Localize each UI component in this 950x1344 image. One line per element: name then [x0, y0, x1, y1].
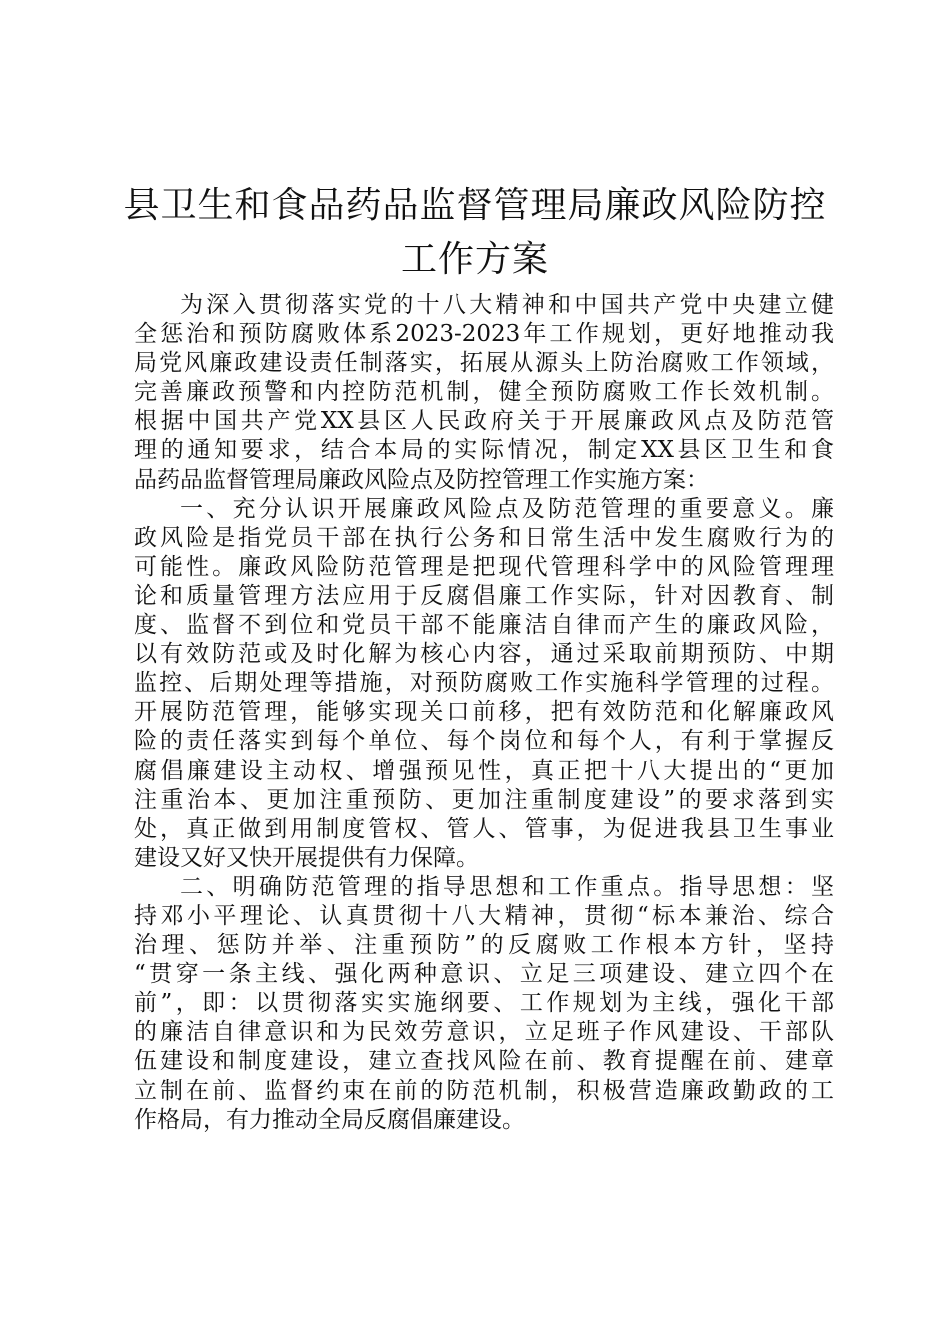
body-text-line: 伍建设和制度建设，建立查找风险在前、教育提醒在前、建章: [134, 1048, 834, 1075]
body-text-line: 二、明确防范管理的指导思想和工作重点。指导思想：坚: [180, 873, 834, 900]
body-text-line: 理的通知要求，结合本局的实际情况，制定XX县区卫生和食: [134, 437, 834, 464]
body-text-line: 持邓小平理论、认真贯彻十八大精神，贯彻“标本兼治、综合: [134, 902, 834, 929]
body-text-line: 全惩治和预防腐败体系2023-2023年工作规划，更好地推动我: [134, 321, 834, 348]
body-text-line: 治理、惩防并举、注重预防”的反腐败工作根本方针，坚持: [134, 932, 834, 959]
body-text-line: 为深入贯彻落实党的十八大精神和中国共产党中央建立健: [180, 292, 834, 318]
document-title-line-1: 县卫生和食品药品监督管理局廉政风险防控: [123, 185, 827, 226]
body-text-line: 险的责任落实到每个单位、每个岗位和每个人，有利于掌握反: [134, 728, 834, 755]
body-text-line: 立制在前、监督约束在前的防范机制，积极营造廉政勤政的工: [134, 1077, 834, 1104]
body-text-line: 开展防范管理，能够实现关口前移，把有效防范和化解廉政风: [134, 699, 834, 726]
body-text-line: 度、监督不到位和党员干部不能廉洁自律而产生的廉政风险，: [134, 612, 834, 639]
body-text-line: 处，真正做到用制度管权、管人、管事，为促进我县卫生事业: [134, 815, 834, 842]
body-text-line: 完善廉政预警和内控防范机制，健全预防腐败工作长效机制。: [134, 379, 834, 406]
body-text-line: “贯穿一条主线、强化两种意识、立足三项建设、建立四个在: [134, 961, 834, 988]
body-text-line: 品药品监督管理局廉政风险点及防控管理工作实施方案：: [134, 466, 709, 493]
document-body: [134, 291, 834, 1135]
body-text-line: 监控、后期处理等措施，对预防腐败工作实施科学管理的过程。: [134, 670, 834, 697]
body-text-line: 以有效防范或及时化解为核心内容，通过采取前期预防、中期: [134, 641, 834, 668]
body-text-line: 可能性。廉政风险防范管理是把现代管理科学中的风险管理理: [134, 553, 834, 580]
body-text-line: 论和质量管理方法应用于反腐倡廉工作实际，针对因教育、制: [134, 582, 834, 609]
body-text-line: 的廉洁自律意识和为民效劳意识，立足班子作风建设、干部队: [134, 1019, 834, 1046]
body-text-line: 作格局，有力推动全局反腐倡廉建设。: [134, 1106, 525, 1133]
body-text-line: 根据中国共产党XX县区人民政府关于开展廉政风点及防范管: [134, 408, 834, 435]
body-text-line: 建设又好又快开展提供有力保障。: [134, 844, 479, 871]
body-text-line: 腐倡廉建设主动权、增强预见性，真正把十八大提出的“更加: [134, 757, 834, 784]
document-title-line-2: 工作方案: [400, 239, 549, 280]
body-text-line: 注重治本、更加注重预防、更加注重制度建设”的要求落到实: [134, 786, 834, 813]
body-text-line: 政风险是指党员干部在执行公务和日常生活中发生腐败行为的: [134, 524, 834, 551]
body-text-line: 前”，即：以贯彻落实实施纲要、工作规划为主线，强化干部: [134, 990, 834, 1017]
body-text-line: 一、充分认识开展廉政风险点及防范管理的重要意义。廉: [180, 495, 834, 522]
body-text-line: 局党风廉政建设责任制落实，拓展从源头上防治腐败工作领域，: [134, 350, 834, 377]
